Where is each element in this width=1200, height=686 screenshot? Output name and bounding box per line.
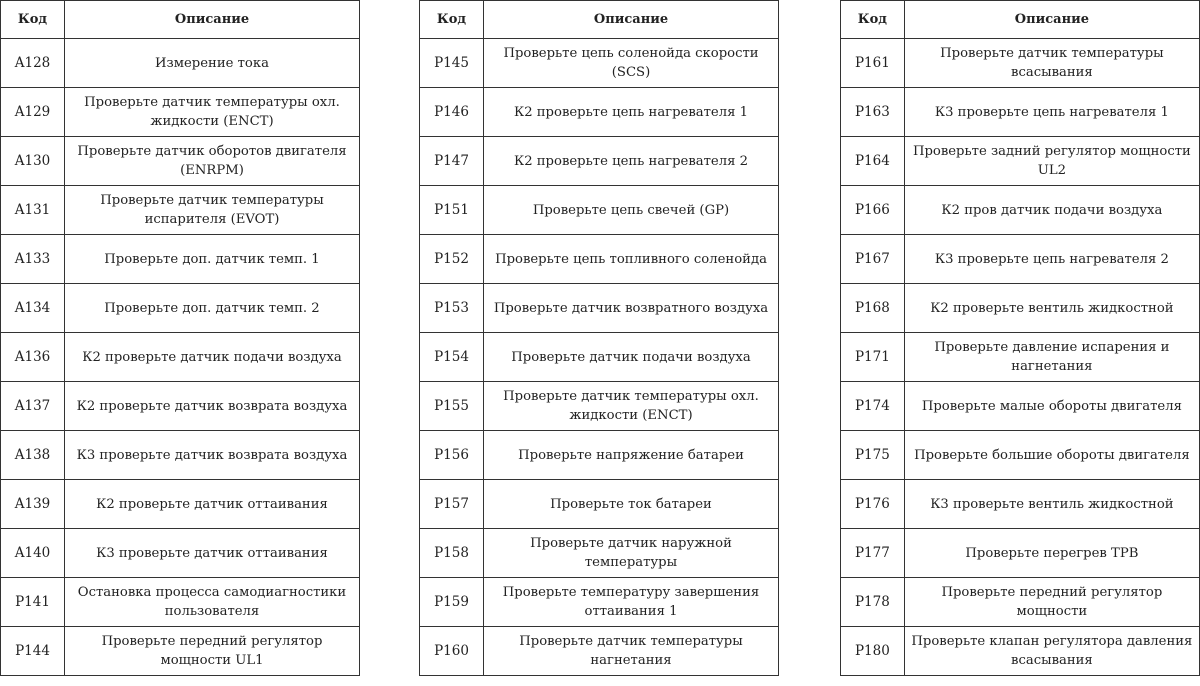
error-code: A131 bbox=[1, 186, 65, 235]
header-code: Код bbox=[1, 1, 65, 39]
error-code: P154 bbox=[420, 333, 484, 382]
error-code: P166 bbox=[841, 186, 905, 235]
error-description: Проверьте напряжение батареи bbox=[484, 431, 779, 480]
error-code: P157 bbox=[420, 480, 484, 529]
table-row bbox=[420, 529, 779, 578]
error-description: Проверьте датчик подачи воздуха bbox=[484, 333, 779, 382]
error-code: P151 bbox=[420, 186, 484, 235]
table-row bbox=[1, 137, 360, 186]
table-row bbox=[841, 284, 1200, 333]
table-row bbox=[841, 186, 1200, 235]
table-row bbox=[420, 578, 779, 627]
error-code: P158 bbox=[420, 529, 484, 578]
error-description: Проверьте давление испарения и нагнетания bbox=[904, 333, 1199, 382]
table-row bbox=[420, 480, 779, 529]
error-description: Проверьте передний регулятор мощности UL1 bbox=[65, 627, 360, 676]
error-code: P175 bbox=[841, 431, 905, 480]
table-row bbox=[420, 627, 779, 676]
error-description: К3 проверьте цепь нагревателя 2 bbox=[904, 235, 1199, 284]
table-row bbox=[841, 480, 1200, 529]
error-code: A130 bbox=[1, 137, 65, 186]
error-code: P159 bbox=[420, 578, 484, 627]
error-description: Проверьте задний регулятор мощности UL2 bbox=[904, 137, 1199, 186]
error-description: Проверьте доп. датчик темп. 1 bbox=[65, 235, 360, 284]
error-code: P156 bbox=[420, 431, 484, 480]
table-row bbox=[841, 137, 1200, 186]
table-row bbox=[1, 39, 360, 88]
error-code: P161 bbox=[841, 39, 905, 88]
table-row bbox=[841, 333, 1200, 382]
error-description: Проверьте передний регулятор мощности bbox=[904, 578, 1199, 627]
error-description: Проверьте ток батареи bbox=[484, 480, 779, 529]
error-code: P167 bbox=[841, 235, 905, 284]
error-code: A138 bbox=[1, 431, 65, 480]
error-description: К3 проверьте цепь нагревателя 1 bbox=[904, 88, 1199, 137]
error-code: P180 bbox=[841, 627, 905, 676]
table-row bbox=[1, 578, 360, 627]
error-description: Проверьте датчик температуры охл. жидкости (ENCT) bbox=[484, 382, 779, 431]
error-code: P171 bbox=[841, 333, 905, 382]
error-description: Проверьте датчик температуры охл. жидкости (ENCT) bbox=[65, 88, 360, 137]
error-code: P153 bbox=[420, 284, 484, 333]
error-description: Измерение тока bbox=[65, 39, 360, 88]
error-code: P155 bbox=[420, 382, 484, 431]
error-description: Проверьте датчик температуры всасывания bbox=[904, 39, 1199, 88]
error-code: P146 bbox=[420, 88, 484, 137]
error-description: Проверьте температуру завершения оттаивания 1 bbox=[484, 578, 779, 627]
table-row bbox=[1, 431, 360, 480]
header-description: Описание bbox=[904, 1, 1199, 39]
error-code: P177 bbox=[841, 529, 905, 578]
error-description: К2 проверьте цепь нагревателя 2 bbox=[484, 137, 779, 186]
table-row bbox=[1, 186, 360, 235]
header-description: Описание bbox=[65, 1, 360, 39]
error-description: К2 проверьте вентиль жидкостной bbox=[904, 284, 1199, 333]
error-code: A137 bbox=[1, 382, 65, 431]
error-code: A129 bbox=[1, 88, 65, 137]
error-code: P160 bbox=[420, 627, 484, 676]
table-row bbox=[420, 382, 779, 431]
table-row bbox=[841, 235, 1200, 284]
error-description: Проверьте большие обороты двигателя bbox=[904, 431, 1199, 480]
error-code: P168 bbox=[841, 284, 905, 333]
error-description: Проверьте цепь соленойда скорости (SCS) bbox=[484, 39, 779, 88]
error-description: Проверьте доп. датчик темп. 2 bbox=[65, 284, 360, 333]
table-row bbox=[841, 382, 1200, 431]
error-code: P163 bbox=[841, 88, 905, 137]
error-description: Проверьте датчик температуры нагнетания bbox=[484, 627, 779, 676]
error-description: К3 проверьте вентиль жидкостной bbox=[904, 480, 1199, 529]
error-code: A140 bbox=[1, 529, 65, 578]
error-code: A139 bbox=[1, 480, 65, 529]
error-description: Проверьте датчик температуры испарителя (EVOT) bbox=[65, 186, 360, 235]
table-row bbox=[841, 88, 1200, 137]
error-code: A133 bbox=[1, 235, 65, 284]
table-row bbox=[1, 235, 360, 284]
error-code: P178 bbox=[841, 578, 905, 627]
error-code: P174 bbox=[841, 382, 905, 431]
table-row bbox=[841, 39, 1200, 88]
error-description: Проверьте клапан регулятора давления всасывания bbox=[904, 627, 1199, 676]
codes-table-2 bbox=[419, 0, 779, 676]
error-code: P144 bbox=[1, 627, 65, 676]
error-description: К3 проверьте датчик оттаивания bbox=[65, 529, 360, 578]
error-code: P176 bbox=[841, 480, 905, 529]
error-code: P145 bbox=[420, 39, 484, 88]
table-row bbox=[420, 333, 779, 382]
error-description: Остановка процесса самодиагностики пользователя bbox=[65, 578, 360, 627]
error-description: Проверьте перегрев ТРВ bbox=[904, 529, 1199, 578]
error-code: P147 bbox=[420, 137, 484, 186]
table-row bbox=[420, 235, 779, 284]
table-row bbox=[420, 39, 779, 88]
codes-table-1 bbox=[0, 0, 360, 676]
error-code: A134 bbox=[1, 284, 65, 333]
error-code: P152 bbox=[420, 235, 484, 284]
table-row bbox=[420, 431, 779, 480]
error-code: A128 bbox=[1, 39, 65, 88]
table-row bbox=[1, 284, 360, 333]
table-row bbox=[841, 431, 1200, 480]
table-row bbox=[420, 186, 779, 235]
error-code: P141 bbox=[1, 578, 65, 627]
error-description: Проверьте датчик наружной температуры bbox=[484, 529, 779, 578]
error-description: К2 пров датчик подачи воздуха bbox=[904, 186, 1199, 235]
table-row bbox=[1, 480, 360, 529]
error-description: К2 проверьте датчик возврата воздуха bbox=[65, 382, 360, 431]
table-row bbox=[841, 529, 1200, 578]
error-description: Проверьте датчик возвратного воздуха bbox=[484, 284, 779, 333]
table-row bbox=[420, 284, 779, 333]
table-row bbox=[420, 88, 779, 137]
table-row bbox=[420, 137, 779, 186]
header-description: Описание bbox=[484, 1, 779, 39]
error-description: Проверьте цепь топливного соленойда bbox=[484, 235, 779, 284]
table-row bbox=[1, 627, 360, 676]
error-code: A136 bbox=[1, 333, 65, 382]
table-row bbox=[1, 88, 360, 137]
error-description: К3 проверьте датчик возврата воздуха bbox=[65, 431, 360, 480]
header-code: Код bbox=[420, 1, 484, 39]
error-description: Проверьте цепь свечей (GP) bbox=[484, 186, 779, 235]
error-description: Проверьте малые обороты двигателя bbox=[904, 382, 1199, 431]
table-row bbox=[841, 578, 1200, 627]
error-code: P164 bbox=[841, 137, 905, 186]
table-row bbox=[1, 333, 360, 382]
table-row bbox=[841, 627, 1200, 676]
header-code: Код bbox=[841, 1, 905, 39]
error-description: К2 проверьте цепь нагревателя 1 bbox=[484, 88, 779, 137]
error-description: Проверьте датчик оборотов двигателя (ENRPM) bbox=[65, 137, 360, 186]
error-description: К2 проверьте датчик оттаивания bbox=[65, 480, 360, 529]
codes-table-3 bbox=[840, 0, 1200, 676]
table-row bbox=[1, 529, 360, 578]
table-row bbox=[1, 382, 360, 431]
error-description: К2 проверьте датчик подачи воздуха bbox=[65, 333, 360, 382]
